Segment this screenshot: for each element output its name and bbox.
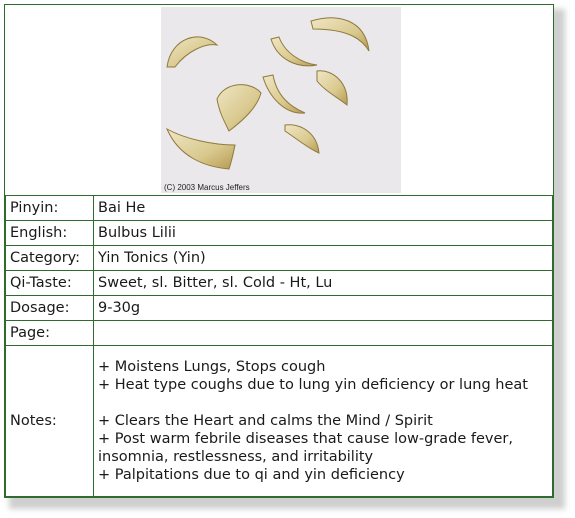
note-item: + Clears the Heart and calms the Mind / Spirit xyxy=(98,413,433,429)
page-value xyxy=(94,321,553,346)
table-row-dosage xyxy=(6,296,553,321)
photo-cell xyxy=(5,5,553,196)
table-row-english xyxy=(6,221,553,246)
table-row-notes xyxy=(6,346,553,497)
herb-info-table xyxy=(5,195,553,497)
qi-taste-value: Sweet, sl. Bitter, sl. Cold - Ht, Lu xyxy=(94,271,553,296)
notes-value xyxy=(94,346,553,497)
herb-photo xyxy=(161,7,401,193)
table-row-pinyin xyxy=(6,196,553,221)
herb-card xyxy=(4,4,554,498)
qi-taste-label: Qi-Taste: xyxy=(6,271,94,296)
pinyin-value: Bai He xyxy=(94,196,553,221)
page-label: Page: xyxy=(6,321,94,346)
table-row-category xyxy=(6,246,553,271)
note-item: + Palpitations due to qi and yin deficiency xyxy=(98,467,405,483)
english-label: English: xyxy=(6,221,94,246)
note-item: + Post warm febrile diseases that cause low-grade fever, insomnia, restlessness, and irritability xyxy=(98,431,513,465)
category-label: Category: xyxy=(6,246,94,271)
lily-bulb-scales-image xyxy=(161,7,401,193)
category-value: Yin Tonics (Yin) xyxy=(94,246,553,271)
english-value: Bulbus Lilii xyxy=(94,221,553,246)
photo-credit: (C) 2003 Marcus Jeffers xyxy=(164,183,250,192)
notes-label: Notes: xyxy=(6,346,94,497)
table-row-page xyxy=(6,321,553,346)
note-item: + Heat type coughs due to lung yin deficiency or lung heat xyxy=(98,377,528,393)
dosage-label: Dosage: xyxy=(6,296,94,321)
dosage-value: 9-30g xyxy=(94,296,553,321)
pinyin-label: Pinyin: xyxy=(6,196,94,221)
note-item: + Moistens Lungs, Stops cough xyxy=(98,359,326,375)
note-spacer xyxy=(98,394,548,412)
table-row-qi-taste xyxy=(6,271,553,296)
